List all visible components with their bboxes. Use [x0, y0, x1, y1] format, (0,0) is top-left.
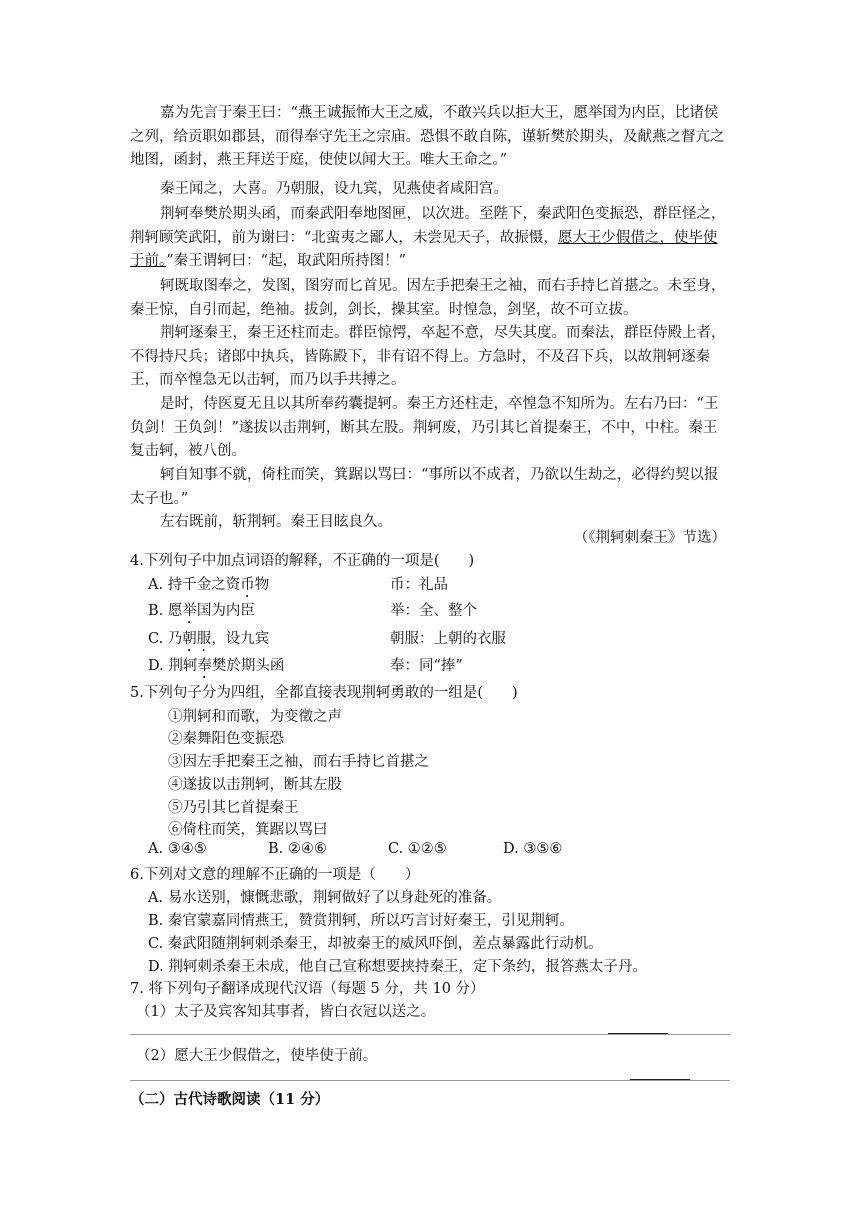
- q4-option-c-explanation: 朝服：上朝的衣服: [390, 631, 506, 647]
- q4-option-b-explanation: 举：全、整个: [390, 603, 477, 619]
- answer-line[interactable]: [130, 1080, 730, 1081]
- q5-choice-b: B. ②④⑥: [268, 841, 327, 857]
- q5-choice-a: A. ③④⑤: [148, 841, 207, 857]
- question-6-stem: 6.下列对文意的理解不正确的一项是（ ）: [130, 867, 420, 883]
- q4-option-b-sentence: B. 愿举国为内臣: [148, 603, 255, 619]
- q4-option-d-explanation: 奉：同“捧”: [390, 658, 463, 674]
- dotted-word: 举: [182, 603, 197, 619]
- q6-option-c: C. 秦武阳随荆轲刺杀秦王，却被秦王的威风吓倒，差点暴露此行动机。: [148, 936, 603, 952]
- passage-paragraph: 轲既取图奉之，发图，图穷而匕首见。因左手把秦王之袖，而右手持匕首揕之。未至身，秦王惊，自引而起，绝袖。拔剑，剑长，操其室。时惶急，剑坚，故不可立拔。: [130, 278, 726, 318]
- q4-option-a-explanation: 币：礼品: [390, 577, 448, 593]
- section-heading: （二）古代诗歌阅读（11 分）: [130, 1091, 330, 1108]
- q5-item: ①荆轲和而歌，为变徵之声: [168, 709, 342, 725]
- underlined-sentence: 愿大王少假借之，使毕使于前。: [130, 229, 718, 269]
- dotted-word: 朝服: [182, 631, 212, 647]
- q5-item: ②秦舞阳色变振恐: [168, 731, 284, 747]
- q7-sentence-1: （1）太子及宾客知其事者，皆白衣冠以送之。: [136, 1004, 436, 1020]
- q5-item: ⑥倚柱而笑，箕踞以骂曰: [168, 822, 328, 838]
- question-5-stem: 5.下列句子分为四组，全都直接表现荆轲勇敢的一组是( ): [130, 685, 518, 701]
- q7-sentence-2: （2）愿大王少假借之，使毕使于前。: [136, 1048, 378, 1064]
- q5-choice-c: C. ①②⑤: [388, 841, 447, 857]
- answer-line-mark: [608, 1033, 668, 1034]
- q6-option-a: A. 易水送别，慷慨悲歌，荆轲做好了以身赴死的准备。: [148, 890, 502, 906]
- q4-option-c-sentence: C. 乃朝服，设九宾: [148, 631, 270, 647]
- passage-paragraph: 左右既前，斩荆轲。秦王目眩良久。: [160, 514, 392, 530]
- dotted-word: 奉: [197, 658, 212, 674]
- q4-option-a-sentence: A. 持千金之资币物: [148, 577, 270, 593]
- passage-paragraph: 是时，侍医夏无且以其所奉药囊提轲。秦王方还柱走，卒惶急不知所为。左右乃曰：“王负剑！王负剑！”遂拔以击荆轲，断其左股。荆轲废，乃引其匕首提秦王，不中，中柱。秦王复击轲，被八创。: [130, 396, 719, 459]
- q6-option-b: B. 秦官蒙嘉同情燕王，赞赏荆轲，所以巧言讨好秦王，引见荆轲。: [148, 913, 574, 929]
- passage-paragraph: 荆轲逐秦王，秦王还柱而走。群臣惊愕，卒起不意，尽失其度。而秦法，群臣侍殿上者，不得持尺兵；诸郎中执兵，皆陈殿下，非有诏不得上。方急时，不及召下兵，以故荆轲逐秦王，而卒惶急无以击轲，而乃以手共搏之。: [130, 325, 726, 388]
- dotted-word: 币: [240, 577, 255, 593]
- answer-line-mark: [630, 1079, 690, 1080]
- passage-text: 荆轲奉樊於期头函，而秦武阳奉地图匣，以次进。至陛下，秦武阳色变振恐，群臣怪之，荆轲顾笑武阳，前为谢曰：“北蛮夷之鄙人，未尝见天子，故振慑，: [130, 206, 726, 246]
- passage-source: （《荆轲刺秦王》节选）: [573, 530, 726, 546]
- answer-line[interactable]: [130, 1034, 730, 1035]
- passage-text: ”秦王谓轲曰：“起，取武阳所持图！”: [166, 253, 406, 269]
- passage-paragraph: [130, 203, 730, 274]
- q5-choice-d: D. ③⑤⑥: [503, 841, 563, 857]
- q5-item: ④遂拔以击荆轲，断其左股: [168, 777, 342, 793]
- passage-paragraph: 秦王闻之，大喜。乃朝服，设九宾，见燕使者咸阳宫。: [160, 181, 508, 197]
- question-4-stem: 4.下列句子中加点词语的解释，不正确的一项是( ): [130, 553, 475, 569]
- q5-item: ⑤乃引其匕首提秦王: [168, 800, 299, 816]
- question-7-stem: 7. 将下列句子翻译成现代汉语（每题 5 分，共 10 分）: [130, 981, 485, 997]
- q4-option-d-sentence: D. 荆轲奉樊於期头函: [148, 658, 285, 674]
- q6-option-d: D. 荆轲刺杀秦王未成，他自己宣称想要挟持秦王，定下条约，报答燕太子丹。: [148, 959, 647, 975]
- q5-item: ③因左手把秦王之袖，而右手持匕首揕之: [168, 754, 429, 770]
- passage-paragraph: 嘉为先言于秦王曰：“燕王诚振怖大王之威，不敢兴兵以拒大王，愿举国为内臣，比诸侯之列，给贡职如郡县，而得奉守先王之宗庙。恐惧不敢自陈，谨斩樊於期头，及献燕之督亢之地图，函封，燕王拜送于庭，使使以闻大王。唯大王命之。”: [130, 105, 725, 168]
- passage-paragraph: 轲自知事不就，倚柱而笑，箕踞以骂曰：“事所以不成者，乃欲以生劫之，必得约契以报太子也。”: [130, 467, 719, 507]
